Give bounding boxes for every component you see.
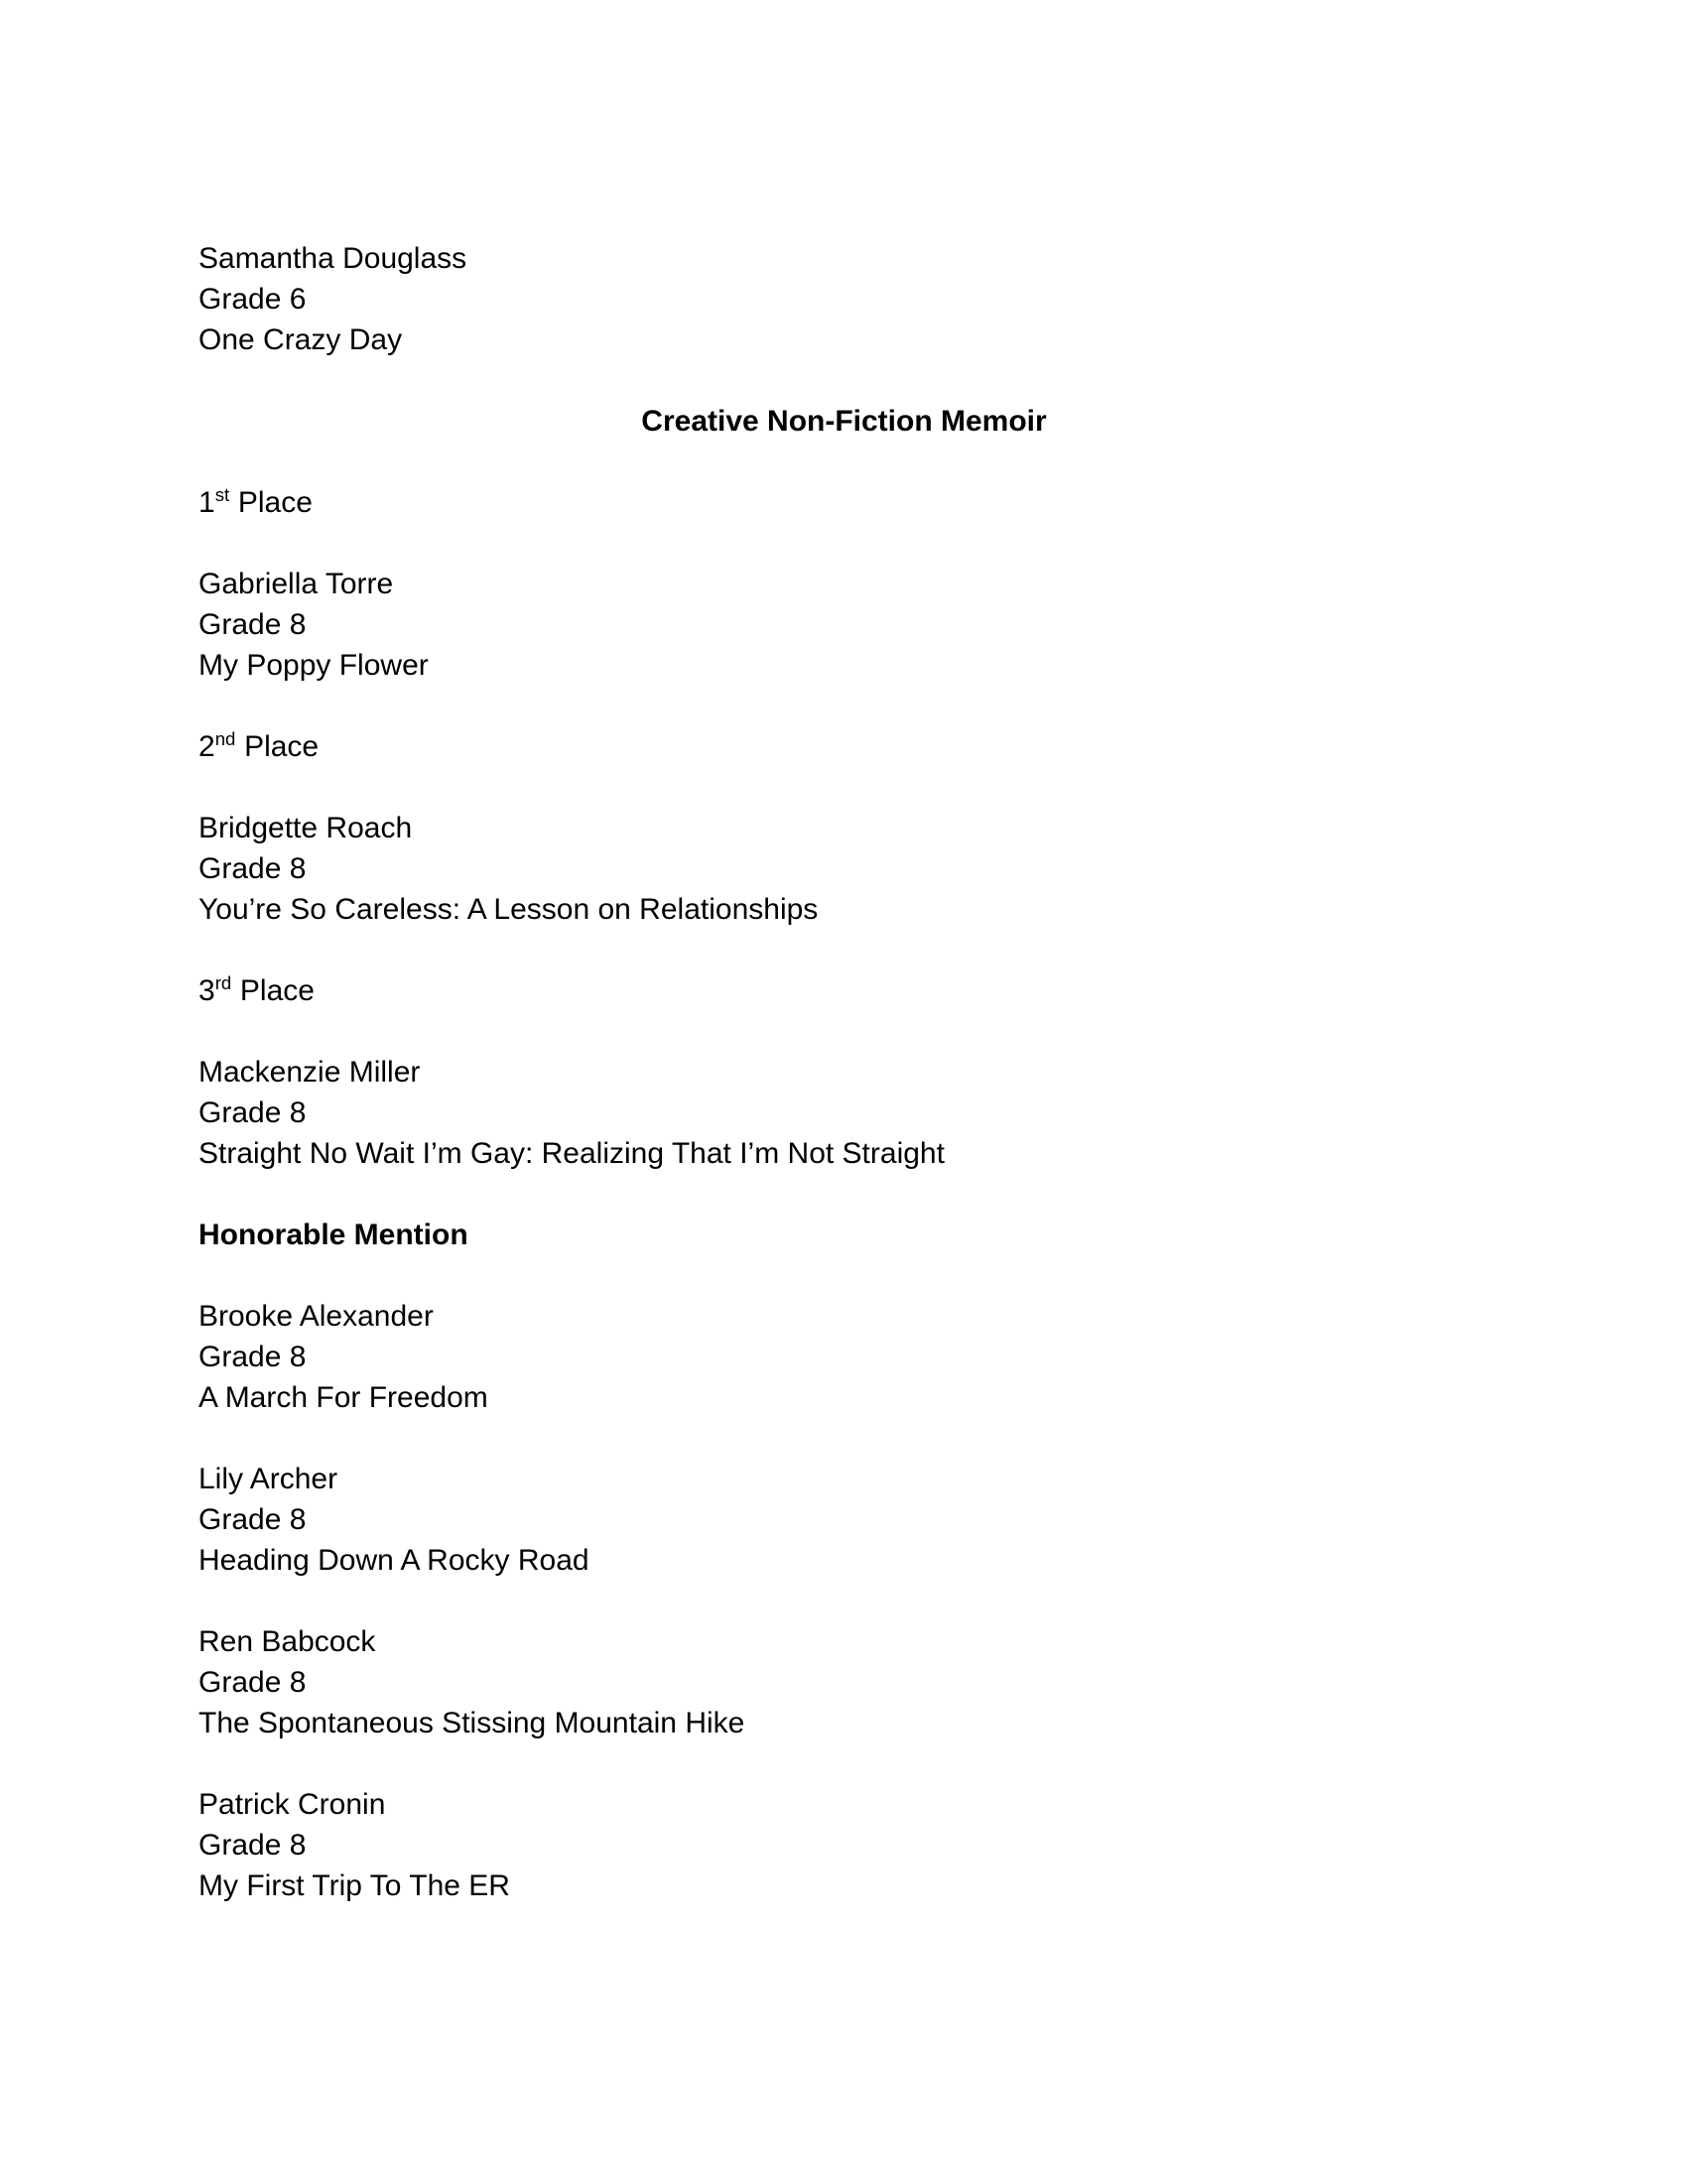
honorable-mention-entry-grade: Grade 8: [198, 1829, 307, 1862]
header-entry-block: [198, 238, 1490, 360]
honorable-mention-entry-block: [198, 1621, 1490, 1743]
third-place-label: Place: [239, 974, 315, 1007]
second-place-ordinal-number: 2: [198, 730, 215, 763]
first-place-entry-title: My Poppy Flower: [198, 649, 429, 682]
honorable-mention-entry-title: My First Trip To The ER: [198, 1869, 510, 1902]
first-place-entry-grade: Grade 8: [198, 608, 307, 641]
first-place-ordinal-suffix: st: [214, 484, 230, 505]
honorable-mention-heading: Honorable Mention: [198, 1219, 468, 1251]
second-place-label: Place: [244, 730, 320, 763]
third-place-ordinal-number: 3: [198, 974, 215, 1007]
honorable-mention-entry-block: [198, 1784, 1490, 1906]
first-place-entry-block: [198, 564, 1490, 686]
honorable-mention-entry-name: Patrick Cronin: [198, 1788, 386, 1821]
honorable-mention-heading-block: [198, 1215, 1490, 1255]
first-place-heading-block: [198, 482, 1490, 523]
second-place-entry-title: You’re So Careless: A Lesson on Relationships: [198, 893, 819, 926]
honorable-mention-entry-title: A March For Freedom: [198, 1381, 488, 1414]
honorable-mention-entry-name: Lily Archer: [198, 1463, 338, 1495]
third-place-entry-name: Mackenzie Miller: [198, 1056, 421, 1089]
third-place-heading-block: [198, 970, 1490, 1011]
honorable-mention-entry-grade: Grade 8: [198, 1341, 307, 1373]
honorable-mention-entry-title: The Spontaneous Stissing Mountain Hike: [198, 1707, 745, 1739]
first-place-ordinal-number: 1: [198, 486, 215, 519]
honorable-mention-entry-name: Brooke Alexander: [198, 1300, 434, 1333]
first-place-label: Place: [237, 486, 313, 519]
second-place-heading: [198, 726, 1490, 767]
honorable-mention-entry-title: Heading Down A Rocky Road: [198, 1544, 589, 1577]
honorable-mention-entry-grade: Grade 8: [198, 1503, 307, 1536]
honorable-mention-entry-name: Ren Babcock: [198, 1625, 376, 1658]
first-place-entry-name: Gabriella Torre: [198, 568, 394, 600]
honorable-mention-entry-block: [198, 1296, 1490, 1418]
first-place-heading: [198, 482, 1490, 523]
third-place-heading: [198, 970, 1490, 1011]
header-entry-name: Samantha Douglass: [198, 242, 467, 275]
category-title: Creative Non-Fiction Memoir: [641, 405, 1047, 438]
second-place-entry-name: Bridgette Roach: [198, 812, 413, 844]
third-place-ordinal-suffix: rd: [214, 972, 232, 993]
second-place-heading-block: [198, 726, 1490, 767]
second-place-ordinal-suffix: nd: [214, 728, 236, 749]
third-place-entry-title: Straight No Wait I’m Gay: Realizing That I’m Not Straight: [198, 1137, 945, 1170]
category-title-block: [198, 401, 1490, 442]
header-entry-title: One Crazy Day: [198, 323, 403, 356]
honorable-mention-entry-block: [198, 1459, 1490, 1581]
honorable-mention-entry-grade: Grade 8: [198, 1666, 307, 1699]
third-place-entry-block: [198, 1052, 1490, 1174]
third-place-entry-grade: Grade 8: [198, 1096, 307, 1129]
header-entry-grade: Grade 6: [198, 283, 307, 316]
second-place-entry-grade: Grade 8: [198, 852, 307, 885]
second-place-entry-block: [198, 808, 1490, 930]
